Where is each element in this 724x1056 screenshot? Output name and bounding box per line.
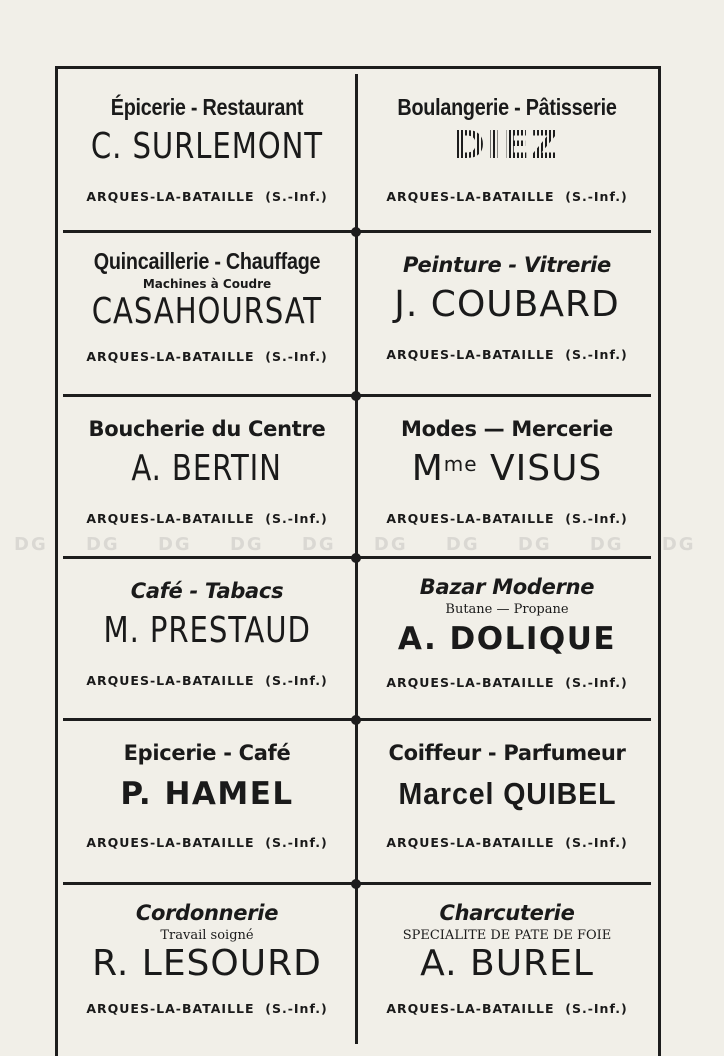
divider-dot [351, 879, 361, 889]
ad-town: ARQUES-LA-BATAILLE (S.-Inf.) [386, 511, 628, 526]
ad-town: ARQUES-LA-BATAILLE (S.-Inf.) [386, 835, 628, 850]
ad-town: ARQUES-LA-BATAILLE (S.-Inf.) [86, 673, 328, 688]
ad-town: ARQUES-LA-BATAILLE (S.-Inf.) [386, 189, 628, 204]
name-text: VISUS [477, 448, 603, 489]
ad-heading: Épicerie - Restaurant [110, 94, 304, 120]
watermark: DG DG DG DG DG DG DG DG DG DG [14, 534, 696, 555]
advertisement [362, 250, 652, 368]
ad-town: ARQUES-LA-BATAILLE (S.-Inf.) [386, 675, 628, 690]
ad-heading: Epicerie - Café [123, 741, 291, 765]
ad-town: ARQUES-LA-BATAILLE (S.-Inf.) [86, 835, 328, 850]
ad-heading: Boucherie du Centre [88, 417, 326, 441]
advertisement [362, 92, 652, 210]
ad-heading: Coiffeur - Parfumeur [388, 741, 626, 765]
ad-town: ARQUES-LA-BATAILLE (S.-Inf.) [86, 189, 328, 204]
ad-merchant-name: M. PRESTAUD [103, 610, 311, 651]
ad-subheading: Travail soigné [160, 928, 254, 943]
ad-merchant-name: CASAHOURSAT [91, 292, 323, 332]
ad-subheading: Machines à Coudre [142, 277, 272, 291]
ad-merchant-name: P. HAMEL [120, 776, 294, 812]
ad-town: ARQUES-LA-BATAILLE (S.-Inf.) [86, 511, 328, 526]
ad-merchant-name: DIEZ [453, 123, 561, 167]
ad-merchant-name: C. SURLEMONT [90, 126, 324, 167]
ad-heading: Quincaillerie - Chauffage [93, 248, 321, 274]
advertisement [62, 246, 352, 370]
ad-heading: Charcuterie [439, 901, 575, 925]
ad-heading: Peinture - Vitrerie [403, 253, 611, 277]
ad-heading: Café - Tabacs [130, 579, 284, 603]
advertisement [62, 92, 352, 210]
ad-heading: Cordonnerie [135, 901, 279, 925]
ad-subheading: Butane — Propane [445, 602, 569, 617]
name-superscript: me [443, 452, 478, 476]
ad-merchant-name: R. LESOURD [92, 944, 322, 984]
ad-heading: Modes — Mercerie [401, 417, 613, 441]
ad-merchant-name [362, 444, 652, 506]
advertisement [62, 738, 352, 856]
ad-town: ARQUES-LA-BATAILLE (S.-Inf.) [86, 349, 328, 364]
advertisement [362, 898, 652, 1022]
ad-merchant-name: A. DOLIQUE [397, 621, 617, 657]
name-prefix: M [411, 448, 444, 489]
advertisement [62, 414, 352, 532]
advertisement [362, 414, 652, 532]
divider-dot [351, 227, 361, 237]
divider-dot [351, 391, 361, 401]
ad-merchant-name: A. BUREL [420, 944, 594, 984]
advertisement [362, 738, 652, 856]
ad-merchant-name: Marcel QUIBEL [397, 776, 616, 811]
ad-town: ARQUES-LA-BATAILLE (S.-Inf.) [386, 347, 628, 362]
ad-subheading: SPECIALITE DE PATE DE FOIE [402, 928, 612, 943]
divider-dot [351, 715, 361, 725]
ad-heading: Boulangerie - Pâtisserie [397, 94, 617, 120]
ad-town: ARQUES-LA-BATAILLE (S.-Inf.) [86, 1001, 328, 1016]
advertisement [62, 898, 352, 1022]
ad-heading: Bazar Moderne [419, 575, 595, 599]
ad-merchant-name: A. BERTIN [131, 448, 283, 489]
ad-merchant-name: J. COUBARD [394, 284, 620, 325]
ad-town: ARQUES-LA-BATAILLE (S.-Inf.) [386, 1001, 628, 1016]
